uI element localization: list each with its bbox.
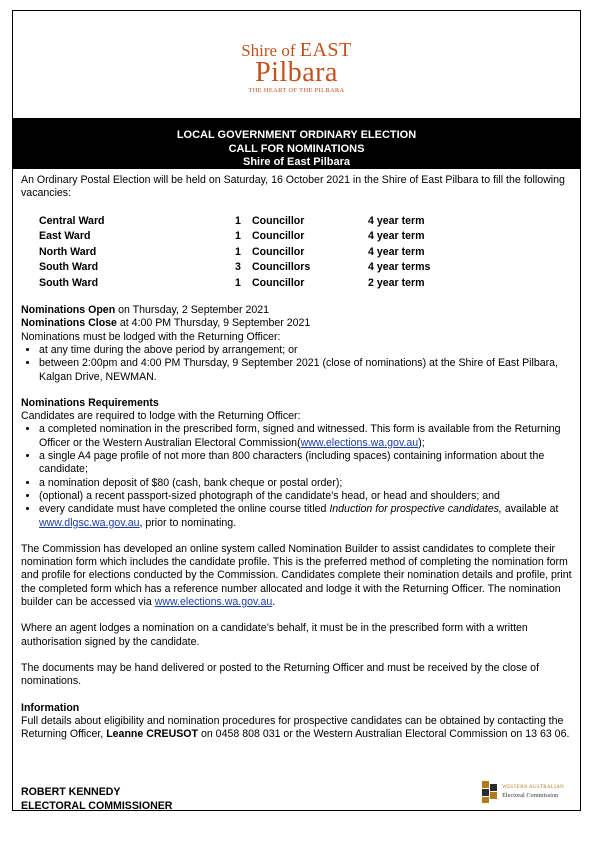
agent-paragraph: Where an agent lodges a nomination on a candidate’s behalf, it must be in the prescribed form with a written authorisation signed by the candidate. (21, 622, 528, 648)
table-row (39, 276, 430, 292)
req-form-text: a completed nomination in the prescribed form, signed and witnessed. This form is available from the Returning Officer or the Western Australian Electoral Commission( (39, 423, 561, 449)
commissioner-name: ROBERT KENNEDY (21, 786, 121, 798)
term-cell: 4 year term (368, 230, 425, 243)
info-after: on 0458 808 031 or the Western Australian Electoral Commission on 13 63 06. (198, 728, 570, 741)
vacancies-table (39, 214, 430, 292)
nominations-open (21, 304, 572, 317)
role-cell: Councillor (252, 230, 305, 243)
returning-officer-name: Leanne CREUSOT (106, 728, 199, 741)
builder-link[interactable]: www.elections.wa.gov.au (154, 596, 273, 609)
ward-cell: East Ward (39, 230, 91, 243)
count-cell: 1 (235, 214, 241, 227)
req-form-end: ); (418, 436, 425, 449)
waec-emblem-icon (482, 781, 498, 803)
waec-line-1: WESTERN AUSTRALIAN (502, 785, 564, 790)
intro-paragraph: An Ordinary Postal Election will be held on Saturday, 16 October 2021 in the Shire of East Pilbara to fill the following vacancies: (21, 174, 565, 200)
course-title: Induction for prospective candidates, (329, 503, 502, 516)
table-row (39, 214, 430, 230)
info-before: Full details about eligibility and nomination procedures for prospective candidates can be obtained by contacting the Returning Officer, (21, 714, 564, 741)
table-row (39, 229, 430, 245)
signoff (21, 786, 172, 813)
term-cell: 4 year terms (368, 261, 431, 274)
nominations-close-text: at 4:00 PM Thursday, 9 September 2021 (116, 317, 311, 330)
builder-end: . (272, 596, 276, 609)
banner-line-3: Shire of East Pilbara (243, 156, 350, 168)
banner-line-2: CALL FOR NOMINATIONS (228, 142, 365, 155)
list-item: • at any time during the above period by arrangement; or (39, 344, 572, 357)
role-cell: Councillor (252, 214, 305, 227)
table-row (39, 260, 430, 276)
logo-pilbara: Pilbara (255, 57, 338, 88)
nominations-open-label: Nominations Open (21, 304, 116, 317)
count-cell: 1 (235, 245, 241, 258)
information-heading (21, 702, 572, 715)
notice-body (21, 174, 572, 741)
logo-east: EAST (299, 39, 352, 61)
ward-cell: North Ward (39, 245, 97, 258)
waec-logo (482, 781, 564, 803)
ward-cell: Central Ward (39, 214, 105, 227)
term-cell: 4 year term (368, 214, 425, 227)
banner-line-1: LOCAL GOVERNMENT ORDINARY ELECTION (176, 129, 417, 141)
logo-shire-of: Shire of (241, 41, 296, 60)
role-cell: Councillor (252, 276, 305, 289)
lodge-list (21, 344, 572, 384)
requirements-heading-text: Nominations Requirements (21, 396, 159, 409)
table-row (39, 245, 430, 261)
list-item: • (optional) a recent passport-sized photograph of the candidate’s head, or head and shoulders; and (39, 490, 572, 503)
req-course-mid: available at (501, 503, 559, 516)
role-cell: Councillor (252, 245, 305, 258)
nomination-builder-paragraph (21, 543, 572, 609)
shire-logo (13, 41, 580, 96)
list-item: • a single A4 page profile of not more than 800 characters (including spaces) containing information about the candidate; (39, 450, 572, 477)
logo-tagline: THE HEART OF THE PILBARA (248, 87, 345, 94)
count-cell: 1 (235, 276, 241, 289)
elections-link[interactable]: www.elections.wa.gov.au (300, 436, 419, 449)
count-cell: 3 (235, 261, 241, 274)
lodge-text: Nominations must be lodged with the Returning Officer: (21, 330, 281, 343)
requirements-intro: Candidates are required to lodge with the Returning Officer: (21, 410, 301, 423)
document-frame (12, 10, 581, 811)
count-cell: 1 (235, 230, 241, 243)
ward-cell: South Ward (39, 261, 99, 274)
req-course-text: every candidate must have completed the online course titled (39, 503, 330, 516)
waec-line-2: Electoral Commission (502, 792, 559, 799)
list-item (39, 503, 572, 530)
list-item: • between 2:00pm and 4:00 PM Thursday, 9 September 2021 (close of nominations) at the Shire of East Pilbara, Kalgan Drive, NEWMAN. (39, 357, 572, 384)
ward-cell: South Ward (39, 276, 99, 289)
nominations-open-text: on Thursday, 2 September 2021 (115, 304, 270, 317)
list-item: • a nomination deposit of $80 (cash, bank cheque or postal order); (39, 477, 572, 490)
delivery-paragraph: The documents may be hand delivered or posted to the Returning Officer and must be received by the close of nominations. (21, 661, 540, 688)
requirements-heading (21, 397, 572, 410)
nominations-close (21, 317, 572, 330)
dlgsc-link[interactable]: www.dlgsc.wa.gov.au (39, 516, 140, 529)
req-course-end: , prior to nominating. (139, 516, 237, 529)
information-heading-text: Information (21, 701, 80, 714)
term-cell: 2 year term (368, 276, 425, 289)
term-cell: 4 year term (368, 245, 425, 258)
list-item (39, 423, 572, 450)
builder-text: The Commission has developed an online system called Nomination Builder to assist candidates to complete their nomination form which includes the candidate profile. This is the preferred method of completing the nomination form and profile for elections conducted by the Commission. Candidates complete their nomination details and profile, print the completed form which has a reference number allocated and lodge it with the Returning Officer. The nomination builder can be accessed via (21, 542, 572, 609)
requirements-list (21, 423, 572, 529)
commissioner-title: ELECTORAL COMMISSIONER (21, 799, 173, 812)
role-cell: Councillors (252, 261, 311, 274)
title-banner (13, 118, 580, 169)
information-paragraph (21, 715, 572, 742)
nominations-close-label: Nominations Close (21, 317, 117, 330)
